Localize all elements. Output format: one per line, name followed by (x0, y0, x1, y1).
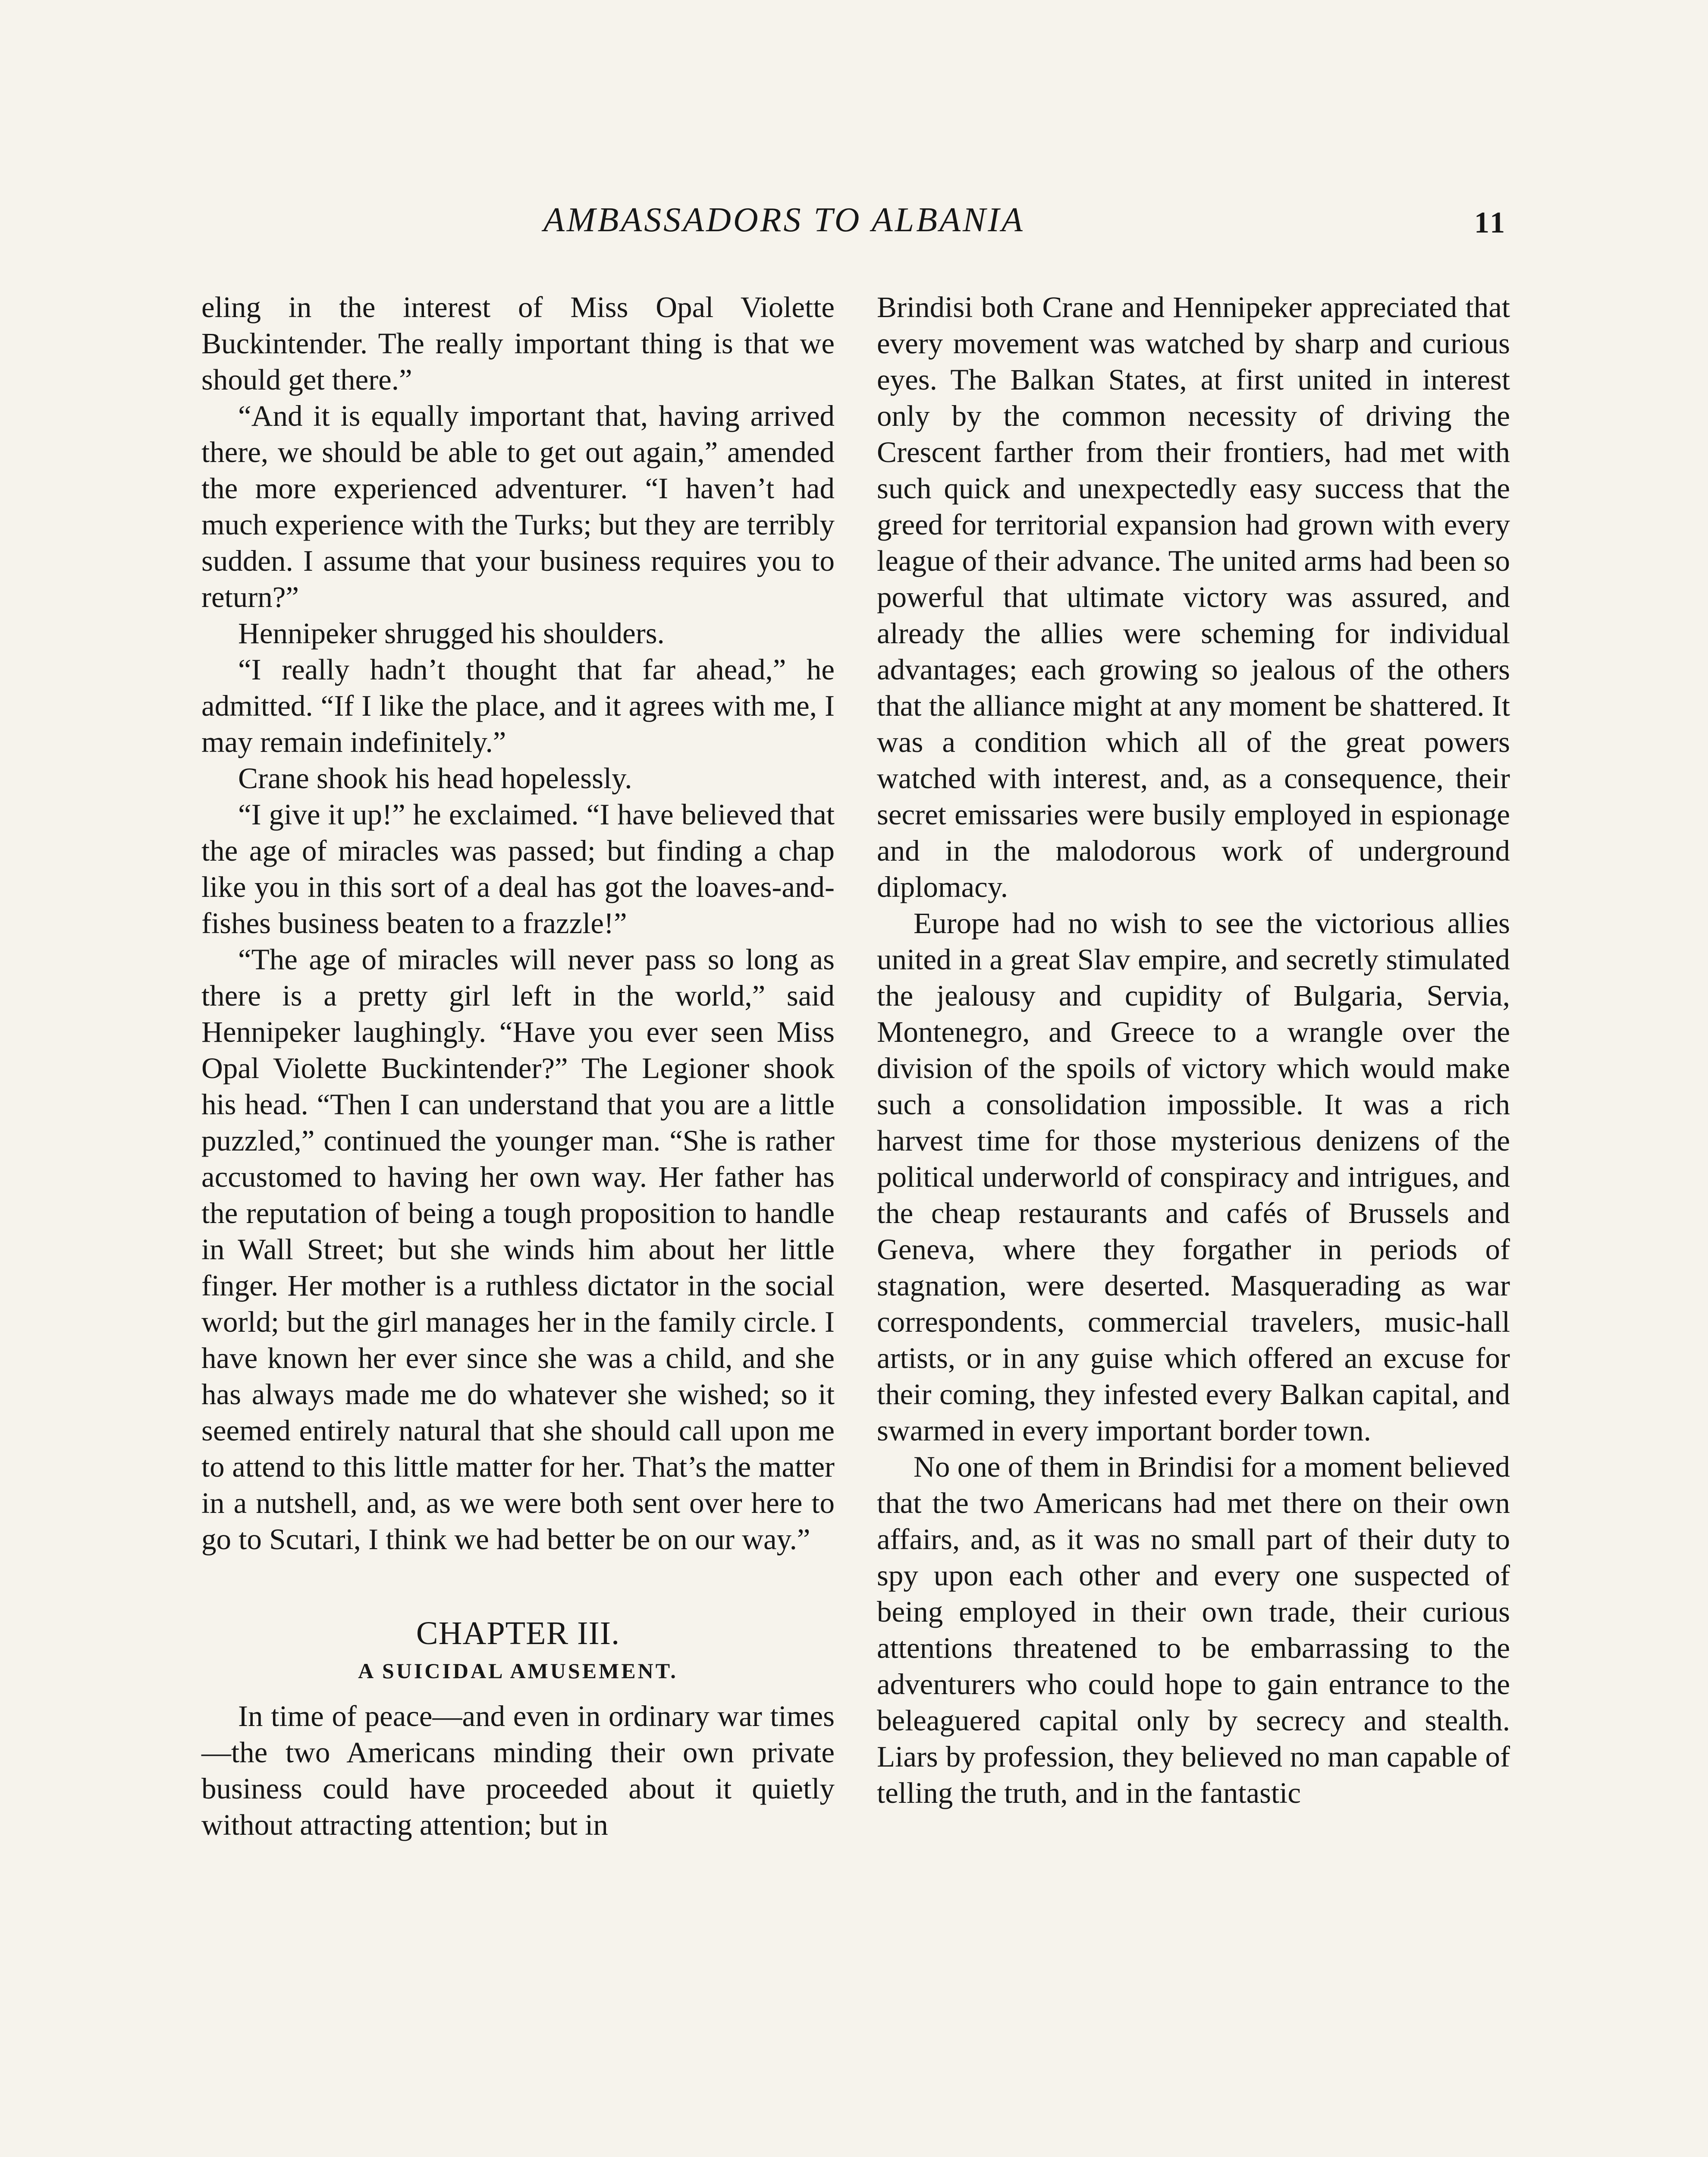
left-paragraph-5: Crane shook his head hopelessly. (238, 762, 632, 795)
left-paragraph-1: eling in the interest of Miss Opal Violette Buckintender. The really important thing is that we should get there.” (201, 291, 835, 396)
right-paragraph-3: No one of them in Brindisi for a moment believed that the two Americans had met there on their own affairs, and, as it was no small part of their duty to spy upon each other and every one suspected of being employed in their own trade, their curious attentions threatened to be embarrassing to the adventurers who could hope to gain entrance to the beleaguered capital only by secrecy and stealth. Liars by profession, they believed no man capable of telling the truth, and in the fantastic (877, 1450, 1510, 1809)
left-text-column (201, 289, 835, 1843)
right-paragraph-1: Brindisi both Crane and Hennipeker appreciated that every movement was watched by sharp and curious eyes. The Balkan States, at first united in interest only by the common necessity of driving the Crescent farther from their frontiers, had met with such quick and unexpectedly easy success that the greed for territorial expansion had grown with every league of their advance. The united arms had been so powerful that ultimate victory was assured, and already the allies were scheming for individual advantages; each growing so jealous of the others that the alliance might at any moment be shattered. It was a condition which all of the great powers watched with interest, and, as a consequence, their secret emissaries were busily employed in espionage and in the malodorous work of underground diplomacy. (877, 291, 1510, 903)
chapter-subtitle: A SUICIDAL AMUSEMENT. (358, 1659, 678, 1683)
left-paragraph-6: “I give it up!” he exclaimed. “I have believed that the age of miracles was passed; but finding a chap like you in this sort of a deal has got the loaves-and-fishes business beaten to a frazzle!” (201, 798, 835, 940)
chapter-opening-paragraph: In time of peace—and even in ordinary war times—the two Americans minding their own private business could have proceeded about it quietly without attracting attention; but in (201, 1700, 835, 1841)
right-paragraph-2: Europe had no wish to see the victorious allies united in a great Slav empire, and secretly stimulated the jealousy and cupidity of Bulgaria, Servia, Montenegro, and Greece to a wrangle over the division of the spoils of victory which would make such a consolidation impossible. It was a rich harvest time for those mysterious denizens of the political underworld of conspiracy and intrigues, and the cheap restaurants and cafés of Brussels and Geneva, where they forgather in periods of stagnation, were deserted. Masquerading as war correspondents, commercial travelers, music-hall artists, or in any guise which offered an excuse for their coming, they infested every Balkan capital, and swarmed in every important border town. (877, 907, 1510, 1447)
left-paragraph-4: “I really hadn’t thought that far ahead,” he admitted. “If I like the place, and it agrees with me, I may remain indefinitely.” (201, 653, 835, 758)
left-paragraph-2: “And it is equally important that, having arrived there, we should be able to get out again,” amended the more experienced adventurer. “I haven’t had much experience with the Turks; but they are terribly sudden. I assume that your business requires you to return?” (201, 399, 835, 613)
chapter-heading (201, 1613, 835, 1686)
running-header (0, 203, 1708, 263)
left-paragraph-7: “The age of miracles will never pass so long as there is a pretty girl left in the world,” said Hennipeker laughingly. “Have you ever seen Miss Opal Violette Buckintender?” The Legioner shook his head. “Then I can understand that you are a little puzzled,” continued the younger man. “She is rather accustomed to having her own way. Her father has the reputation of being a tough proposition to handle in Wall Street; but she winds him about her little finger. Her mother is a ruthless dictator in the social world; but the girl manages her in the family circle. I have known her ever since she was a child, and she has always made me do whatever she wished; so it seemed entirely natural that she should call upon me to attend to this little matter for her. That’s the matter in a nutshell, and, as we were both sent over here to go to Scutari, I think we had better be on our way.” (201, 943, 835, 1556)
left-paragraph-3: Hennipeker shrugged his shoulders. (238, 617, 665, 650)
running-title: AMBASSADORS TO ALBANIA (543, 201, 1025, 239)
chapter-title: CHAPTER III. (416, 1615, 620, 1651)
right-text-column (877, 289, 1510, 1811)
page-number: 11 (1474, 206, 1507, 239)
